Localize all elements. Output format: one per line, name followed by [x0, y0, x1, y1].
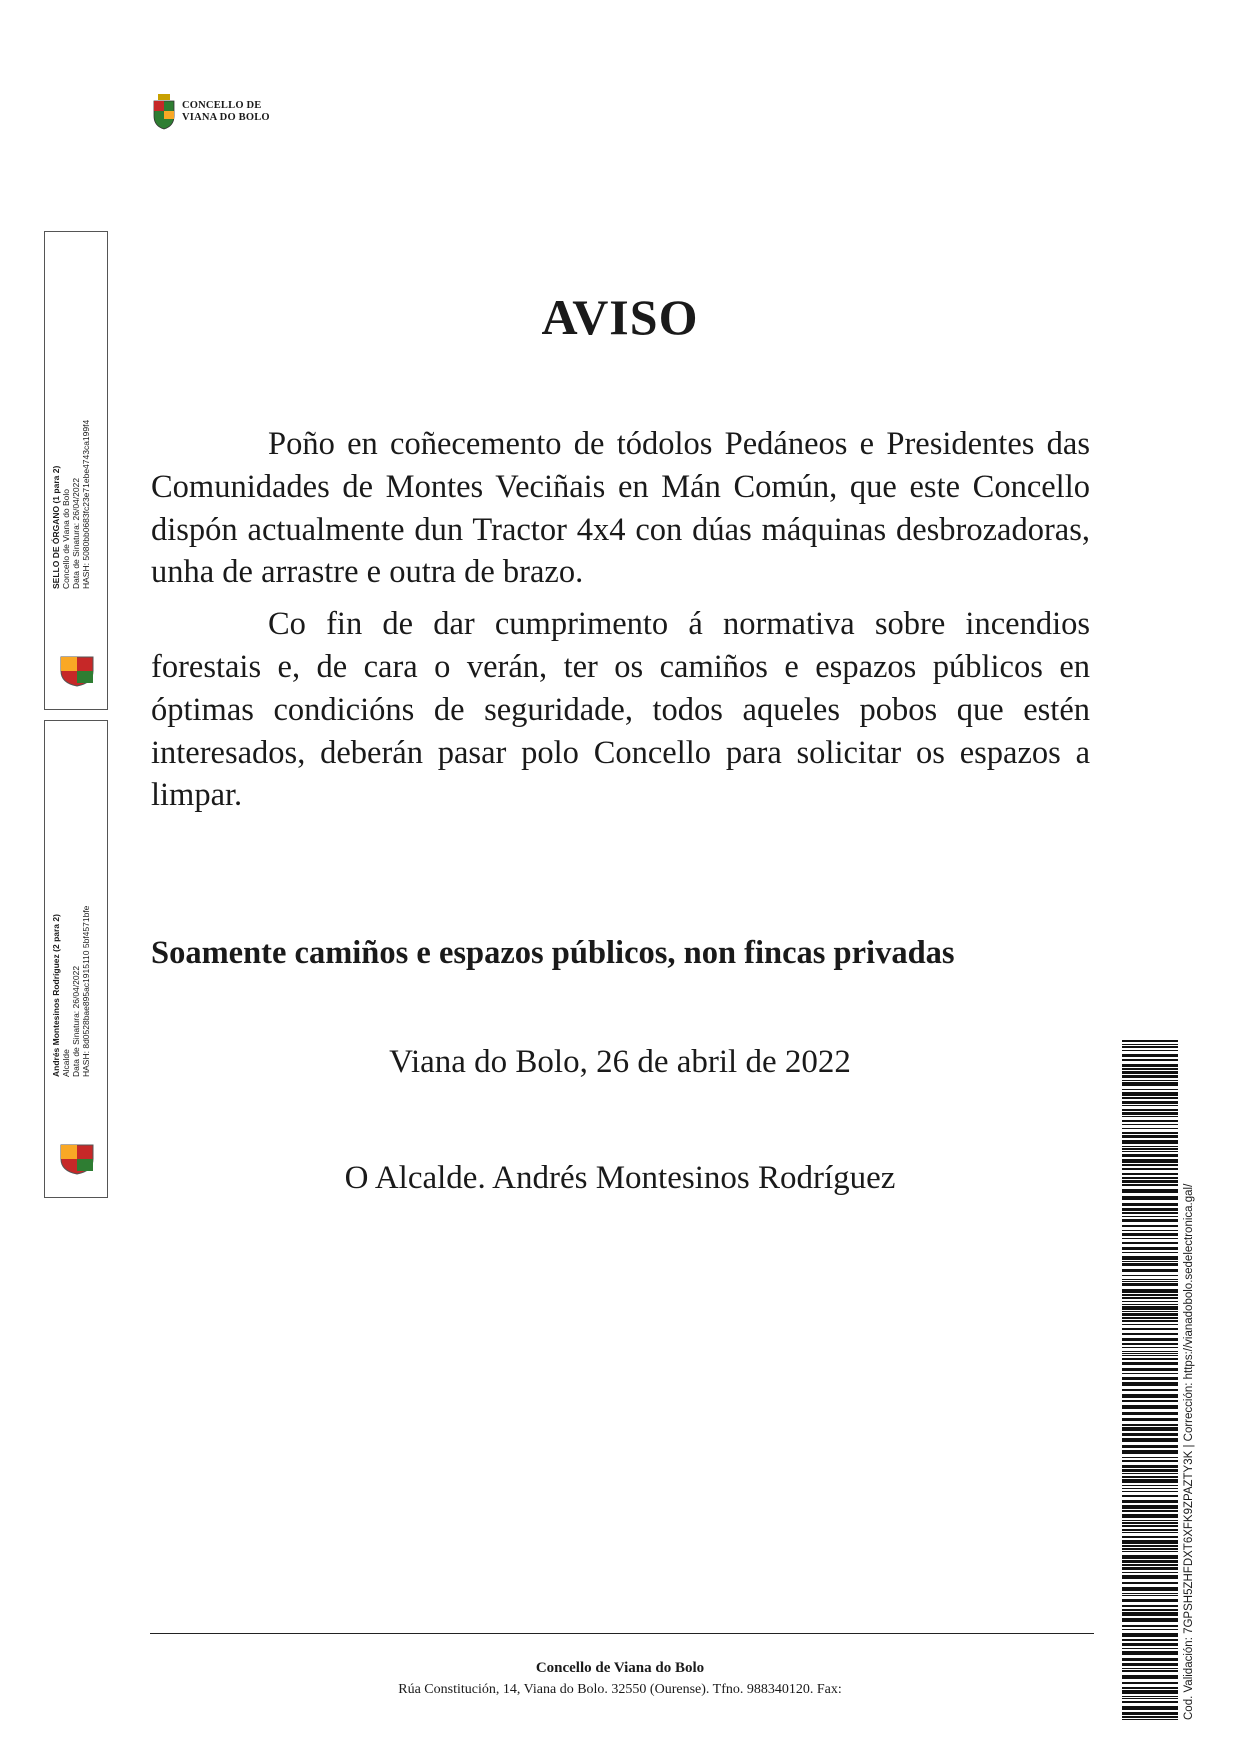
stamp-1-org: Concello de Viana do Bolo — [61, 488, 71, 589]
council-logo — [152, 94, 270, 130]
coat-of-arms-icon — [152, 94, 176, 130]
stamp-1-hash: HASH: 5080bb0683fc23e71ebe4743ca199f4 — [81, 419, 91, 589]
stamp-1-date: Data de Sinatura: 26/04/2022 — [71, 477, 81, 589]
validation-code: Cod. Validación: 7GPSH5ZHFDXT6XFK9ZPAZTY3K | Corrección: https://vianadobolo.sedelectronica.gal/ — [1183, 1183, 1195, 1720]
footer-address: Rúa Constitución, 14, Viana do Bolo. 32550 (Ourense). Tfno. 988340120. Fax: — [398, 1682, 842, 1697]
stamp-2-date: Data de Sinatura: 26/04/2022 — [71, 965, 81, 1077]
logo-line-1: CONCELLO DE — [182, 100, 262, 111]
signer-line: O Alcalde. Andrés Montesinos Rodríguez — [344, 1160, 896, 1196]
signature-stamp-2 — [44, 720, 108, 1198]
footer-org-name: Concello de Viana do Bolo — [535, 1660, 705, 1676]
document-title: AVISO — [541, 289, 699, 345]
paragraph-2: Co fin de dar cumprimento á normativa sobre incendios forestais e, de cara o verán, ter os camiños e espazos públicos en óptimas condicións de seguridade, todos aqueles pobos que estén interesados, deberán pasar polo Concello para solicitar os espazos a limpar. — [151, 606, 1090, 814]
stamp-1-title: SELLO DE ÓRGANO (1 para 2) — [51, 465, 61, 589]
stamp-2-hash: HASH: 8d0528bae895ac1915110 5bf4571bfe — [81, 905, 91, 1077]
stamp-2-role: Alcalde — [61, 1049, 71, 1077]
logo-line-2: VIANA DO BOLO — [182, 112, 270, 123]
footer-divider — [150, 1633, 1094, 1634]
council-logo-text — [182, 100, 270, 124]
place-date: Viana do Bolo, 26 de abril de 2022 — [389, 1044, 851, 1080]
paragraph-1: Poño en coñecemento de tódolos Pedáneos e Presidentes das Comunidades de Montes Veciñais en Mán Común, que este Concello dispón actualmente dun Tractor 4x4 con dúas máquinas desbrozadoras, unha de arrastre e outra de brazo. — [151, 426, 1090, 591]
stamp-2-title: Andrés Montesinos Rodríguez (2 para 2) — [51, 914, 61, 1077]
notice-bold: Soamente camiños e espazos públicos, non fincas privadas — [151, 935, 955, 971]
stamp-crest-icon — [57, 653, 97, 687]
barcode — [1122, 1040, 1178, 1720]
validation-strip — [1183, 1110, 1203, 1720]
document-body — [151, 423, 1090, 826]
